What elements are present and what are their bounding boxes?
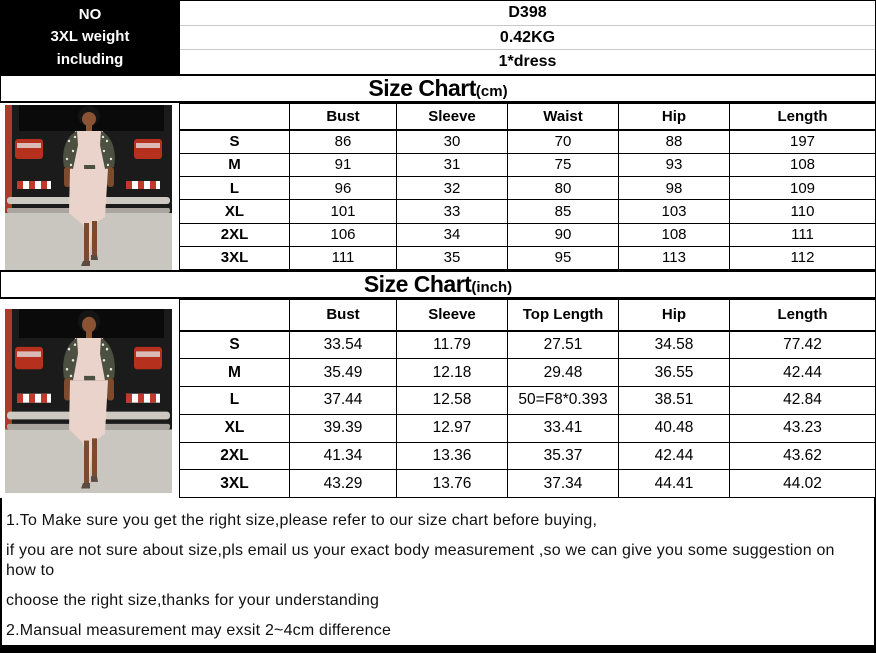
- cell: 13.76: [397, 470, 508, 498]
- cell: 42.84: [730, 387, 876, 415]
- cell: 39.39: [290, 414, 397, 442]
- size-label: L: [180, 177, 290, 200]
- size-chart-inch-title: Size Chart: [363, 271, 472, 297]
- size-chart-inch-table: [179, 299, 876, 498]
- cell: 86: [290, 130, 397, 154]
- size-chart-cm-title: Size Chart: [368, 75, 476, 101]
- size-label: 3XL: [180, 470, 290, 498]
- table-row: [180, 359, 876, 387]
- cell: 13.36: [397, 442, 508, 470]
- cell: 42.44: [619, 442, 730, 470]
- note-line: choose the right size,thanks for your understanding: [6, 592, 380, 609]
- table-row: [180, 387, 876, 415]
- table-row: [180, 177, 876, 200]
- cell: 75: [508, 153, 619, 176]
- cell: 33.54: [290, 331, 397, 359]
- column-header-bust: Bust: [290, 104, 397, 130]
- cell: 42.44: [730, 359, 876, 387]
- cell: 44.41: [619, 470, 730, 498]
- cell: 93: [619, 153, 730, 176]
- cell: 31: [397, 153, 508, 176]
- size-chart-inch-section: [0, 299, 876, 498]
- column-header-length: Length: [730, 300, 876, 331]
- label-including: including: [56, 51, 124, 69]
- product-photo-illustration: [5, 105, 172, 270]
- cell: 33: [397, 200, 508, 223]
- cell: 101: [290, 200, 397, 223]
- cell: 90: [508, 223, 619, 246]
- size-label: M: [180, 153, 290, 176]
- cell: 33.41: [508, 414, 619, 442]
- table-header-row: [180, 104, 876, 130]
- cell: 35: [397, 246, 508, 269]
- cell: 35.49: [290, 359, 397, 387]
- size-label: 3XL: [180, 246, 290, 269]
- cell: 108: [619, 223, 730, 246]
- table-row: [180, 414, 876, 442]
- cell: 12.58: [397, 387, 508, 415]
- label-no: NO: [78, 5, 102, 23]
- table-row: [180, 442, 876, 470]
- size-label: XL: [180, 414, 290, 442]
- cell: 43.23: [730, 414, 876, 442]
- table-row: [180, 130, 876, 154]
- note-line: 2.Mansual measurement may exsit 2~4cm difference: [6, 622, 392, 639]
- column-header-hip: Hip: [619, 300, 730, 331]
- size-chart-cm-table: [179, 103, 876, 270]
- cell: 109: [730, 177, 876, 200]
- cell: 37.44: [290, 387, 397, 415]
- column-header-waist: Waist: [508, 104, 619, 130]
- cell: 111: [730, 223, 876, 246]
- cell: 98: [619, 177, 730, 200]
- cell: 38.51: [619, 387, 730, 415]
- cell: 37.34: [508, 470, 619, 498]
- note-line: if you are not sure about size,pls email us your exact body measurement ,so we can give you some suggestion on how to: [6, 542, 835, 579]
- size-label: S: [180, 130, 290, 154]
- size-chart-cm-banner: [0, 74, 876, 103]
- size-label: L: [180, 387, 290, 415]
- table-row: [180, 246, 876, 269]
- cell: 96: [290, 177, 397, 200]
- column-header-sleeve: Sleeve: [397, 104, 508, 130]
- product-photo-1: [0, 103, 179, 270]
- cell: 108: [730, 153, 876, 176]
- size-label: M: [180, 359, 290, 387]
- cell: 30: [397, 130, 508, 154]
- table-row: [180, 153, 876, 176]
- column-header-sleeve: Sleeve: [397, 300, 508, 331]
- product-package: 1*dress: [498, 53, 557, 71]
- cell: 80: [508, 177, 619, 200]
- size-label: S: [180, 331, 290, 359]
- product-info-header: [0, 0, 876, 74]
- cell: 43.29: [290, 470, 397, 498]
- cell: 112: [730, 246, 876, 269]
- product-weight: 0.42KG: [180, 26, 875, 51]
- column-header-hip: Hip: [619, 104, 730, 130]
- cell: 113: [619, 246, 730, 269]
- size-chart-inch-banner: [0, 270, 876, 299]
- product-info-labels: [0, 0, 180, 74]
- cell: 29.48: [508, 359, 619, 387]
- cell: 12.18: [397, 359, 508, 387]
- cell: 34: [397, 223, 508, 246]
- product-photo-2: [0, 299, 179, 498]
- product-model: D398: [180, 1, 875, 26]
- cell: 103: [619, 200, 730, 223]
- cell: 77.42: [730, 331, 876, 359]
- table-header-row: [180, 300, 876, 331]
- cell: 40.48: [619, 414, 730, 442]
- table-row: [180, 331, 876, 359]
- cell: 27.51: [508, 331, 619, 359]
- product-info-values: [180, 0, 876, 74]
- cell: 70: [508, 130, 619, 154]
- product-photo-illustration: [5, 309, 172, 493]
- table-row: [180, 200, 876, 223]
- cell: 95: [508, 246, 619, 269]
- cell: 111: [290, 246, 397, 269]
- size-chart-cm-unit: (cm): [475, 83, 508, 100]
- size-label: 2XL: [180, 442, 290, 470]
- column-header-length: Length: [730, 104, 876, 130]
- note-line: 1.To Make sure you get the right size,please refer to our size chart before buying,: [6, 512, 598, 529]
- cell: 32: [397, 177, 508, 200]
- cell: 91: [290, 153, 397, 176]
- cell: 12.97: [397, 414, 508, 442]
- label-weight: 3XL weight: [50, 28, 130, 46]
- table-row: [180, 470, 876, 498]
- size-chart-inch-unit: (inch): [471, 279, 513, 296]
- size-label: 2XL: [180, 223, 290, 246]
- cell: 41.34: [290, 442, 397, 470]
- cell: 11.79: [397, 331, 508, 359]
- cell: 106: [290, 223, 397, 246]
- cell: 34.58: [619, 331, 730, 359]
- column-header-top-length: Top Length: [508, 300, 619, 331]
- cell: 43.62: [730, 442, 876, 470]
- cell: 88: [619, 130, 730, 154]
- size-chart-cm-section: [0, 103, 876, 270]
- cell: 85: [508, 200, 619, 223]
- column-header-size: [180, 300, 290, 331]
- column-header-bust: Bust: [290, 300, 397, 331]
- sizing-notes: [0, 498, 876, 645]
- cell: 110: [730, 200, 876, 223]
- cell: 36.55: [619, 359, 730, 387]
- column-header-size: [180, 104, 290, 130]
- cell: 197: [730, 130, 876, 154]
- cell: 50=F8*0.393: [508, 387, 619, 415]
- cell: 44.02: [730, 470, 876, 498]
- bottom-black-bar: [0, 645, 876, 653]
- table-row: [180, 223, 876, 246]
- cell: 35.37: [508, 442, 619, 470]
- size-label: XL: [180, 200, 290, 223]
